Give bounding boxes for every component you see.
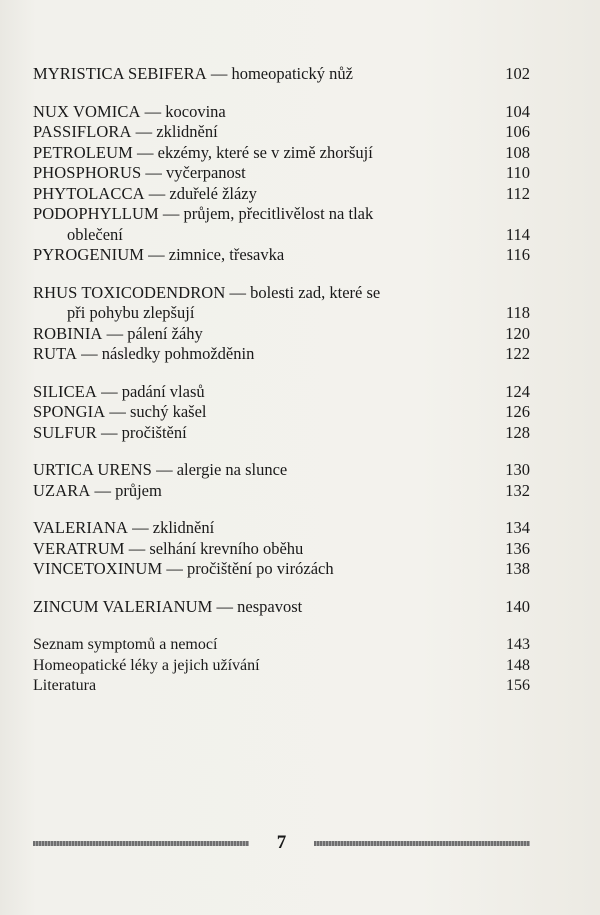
remedy-description: zduřelé žlázy [169, 183, 257, 203]
toc-entry-title [33, 344, 254, 365]
dash-separator: — [229, 282, 246, 302]
toc-page-number: 114 [505, 224, 530, 244]
group-gap [33, 365, 530, 382]
dash-separator: — [162, 204, 180, 223]
toc-entry [33, 143, 530, 164]
remedy-name: PETROLEUM [33, 142, 133, 162]
remedy-description: průjem [115, 480, 162, 500]
toc-page-number: 110 [505, 163, 530, 182]
toc-page-number: 156 [506, 677, 530, 694]
remedy-description: pálení žáhy [127, 323, 203, 343]
toc-page-number: 130 [505, 460, 530, 479]
toc-entry-title [33, 423, 187, 444]
remedy-name: RUTA [33, 344, 77, 363]
toc-page-number: 138 [505, 559, 530, 578]
toc-page-number: 108 [505, 142, 530, 162]
remedy-name: MYRISTICA SEBIFERA [33, 64, 207, 83]
remedy-description: zimnice, třesavka [168, 245, 285, 264]
toc-page-number: 120 [505, 323, 530, 343]
remedy-description: selhání krevního oběhu [149, 538, 304, 558]
toc-page-number: 140 [505, 596, 530, 616]
dash-separator: — [148, 245, 165, 264]
dash-separator: — [101, 381, 118, 401]
toc-entry-title [33, 460, 287, 481]
back-matter-title: Literatura [33, 677, 97, 694]
toc-entry-title [33, 597, 302, 618]
remedy-name: UZARA [33, 480, 91, 500]
footer-rule-left [33, 841, 249, 846]
remedy-name: PASSIFLORA [33, 122, 132, 141]
remedy-description-continued: při pohybu zlepšují [67, 303, 195, 322]
toc-page-number: 136 [505, 538, 530, 558]
back-matter-entry [33, 656, 530, 677]
toc-entry [33, 324, 530, 345]
remedy-description-continued: oblečení [67, 224, 123, 244]
toc-entry-title [33, 481, 162, 502]
dash-separator: — [144, 101, 162, 121]
toc-page-number: 118 [505, 303, 530, 322]
group-gap [33, 617, 530, 635]
toc-entry [33, 344, 530, 365]
toc-entry [33, 122, 530, 143]
dash-separator: — [156, 460, 173, 479]
remedy-description: bolesti zad, které se [250, 282, 381, 302]
toc-entry [33, 402, 530, 423]
toc-entry [33, 102, 530, 123]
remedy-description: homeopatický nůž [231, 64, 353, 83]
toc-entry-title [33, 324, 203, 345]
remedy-description: suchý kašel [129, 402, 207, 421]
remedy-description: padání vlasů [121, 381, 205, 401]
toc-page-number: 143 [506, 636, 530, 653]
remedy-name: ROBINIA [33, 323, 103, 343]
toc-entry-title [33, 382, 205, 403]
remedy-description: zklidnění [156, 122, 218, 141]
toc-entry-title [33, 163, 246, 184]
remedy-name: URTICA URENS [33, 460, 152, 479]
toc-page-number: 122 [505, 344, 530, 363]
toc-page-number: 126 [505, 402, 530, 421]
remedy-description: ekzémy, které se v zimě zhoršují [157, 142, 373, 162]
toc-entry [33, 539, 530, 560]
toc-page-number: 116 [505, 245, 530, 264]
toc-entry-continuation [33, 303, 530, 324]
toc-page-number: 102 [505, 64, 530, 83]
group-gap [33, 501, 530, 518]
page-footer [33, 832, 530, 854]
toc-entry [33, 597, 530, 618]
toc-entry [33, 64, 530, 85]
remedy-name: PHYTOLACCA [33, 183, 145, 203]
toc-entry [33, 163, 530, 184]
remedy-name: PHOSPHORUS [33, 163, 142, 182]
toc-entry-title [33, 283, 380, 304]
dash-separator: — [94, 480, 111, 500]
toc-entry [33, 518, 530, 539]
group-gap [33, 580, 530, 597]
dash-separator: — [166, 559, 183, 578]
toc-entry-continuation [33, 225, 530, 246]
toc-entry [33, 423, 530, 444]
toc-entry-title [33, 245, 284, 266]
dash-separator: — [132, 518, 149, 537]
remedy-name: NUX VOMICA [33, 101, 141, 121]
page-number: 7 [276, 832, 287, 853]
remedy-name: VALERIANA [33, 518, 129, 537]
toc-page-number: 148 [506, 656, 530, 674]
dash-separator: — [109, 402, 126, 421]
dash-separator: — [128, 538, 146, 558]
remedy-name: VINCETOXINUM [33, 559, 163, 578]
toc-page-number: 128 [505, 422, 530, 442]
toc-page-number: 112 [505, 183, 530, 203]
dash-separator: — [145, 163, 162, 182]
toc-page-number: 104 [505, 101, 530, 121]
dash-separator: — [216, 596, 234, 616]
toc-entry [33, 382, 530, 403]
toc-entry-title [33, 204, 373, 225]
toc-entry-title [33, 143, 373, 164]
toc-entry-title [33, 184, 257, 205]
dash-separator: — [135, 122, 153, 141]
toc-entry [33, 559, 530, 580]
toc-entry-title [33, 402, 207, 423]
remedy-description: následky pohmožděnin [101, 344, 255, 363]
toc-page-number: 124 [505, 381, 530, 401]
group-gap [33, 85, 530, 102]
remedy-name: SILICEA [33, 381, 97, 401]
toc-entry [33, 204, 530, 225]
toc-entry-title [33, 539, 303, 560]
footer-rule-right [314, 841, 530, 846]
remedy-name: PYROGENIUM [33, 245, 145, 264]
toc-entry [33, 245, 530, 266]
back-matter-title: Homeopatické léky a jejich užívání [33, 656, 260, 674]
remedy-name: ZINCUM VALERIANUM [33, 596, 213, 616]
dash-separator: — [210, 64, 228, 83]
back-matter-title: Seznam symptomů a nemocí [33, 636, 218, 653]
dash-separator: — [106, 323, 124, 343]
remedy-name: RHUS TOXICODENDRON [33, 282, 226, 302]
toc-entry [33, 460, 530, 481]
group-gap [33, 266, 530, 283]
remedy-name: SULFUR [33, 422, 97, 442]
back-matter [33, 635, 530, 697]
dash-separator: — [137, 142, 154, 162]
back-matter-entry [33, 676, 530, 697]
remedy-description: vyčerpanost [166, 163, 246, 182]
remedy-name: PODOPHYLLUM [33, 204, 159, 223]
toc-page-number: 132 [505, 480, 530, 500]
dash-separator: — [148, 183, 166, 203]
table-of-contents [33, 64, 530, 697]
remedy-description: průjem, přecitlivělost na tlak [183, 204, 374, 223]
toc-page-number: 106 [505, 122, 530, 141]
remedy-description: kocovina [165, 101, 226, 121]
dash-separator: — [81, 344, 98, 363]
dash-separator: — [101, 422, 118, 442]
remedy-name: VERATRUM [33, 538, 125, 558]
toc-entry [33, 481, 530, 502]
back-matter-entry [33, 635, 530, 656]
group-gap [33, 443, 530, 460]
remedy-name: SPONGIA [33, 402, 106, 421]
toc-entry [33, 184, 530, 205]
remedy-description: pročištění po virózách [186, 559, 334, 578]
toc-entry-title [33, 518, 214, 539]
toc-entry-title [33, 64, 353, 85]
remedy-description: pročištění [121, 422, 187, 442]
toc-entry [33, 283, 530, 304]
remedy-description: zklidnění [152, 518, 215, 537]
toc-entry-title [33, 102, 226, 123]
toc-page-number: 134 [505, 518, 530, 537]
toc-entry-title [33, 122, 218, 143]
remedy-description: nespavost [237, 596, 303, 616]
remedy-description: alergie na slunce [176, 460, 288, 479]
toc-entry-title [33, 559, 334, 580]
